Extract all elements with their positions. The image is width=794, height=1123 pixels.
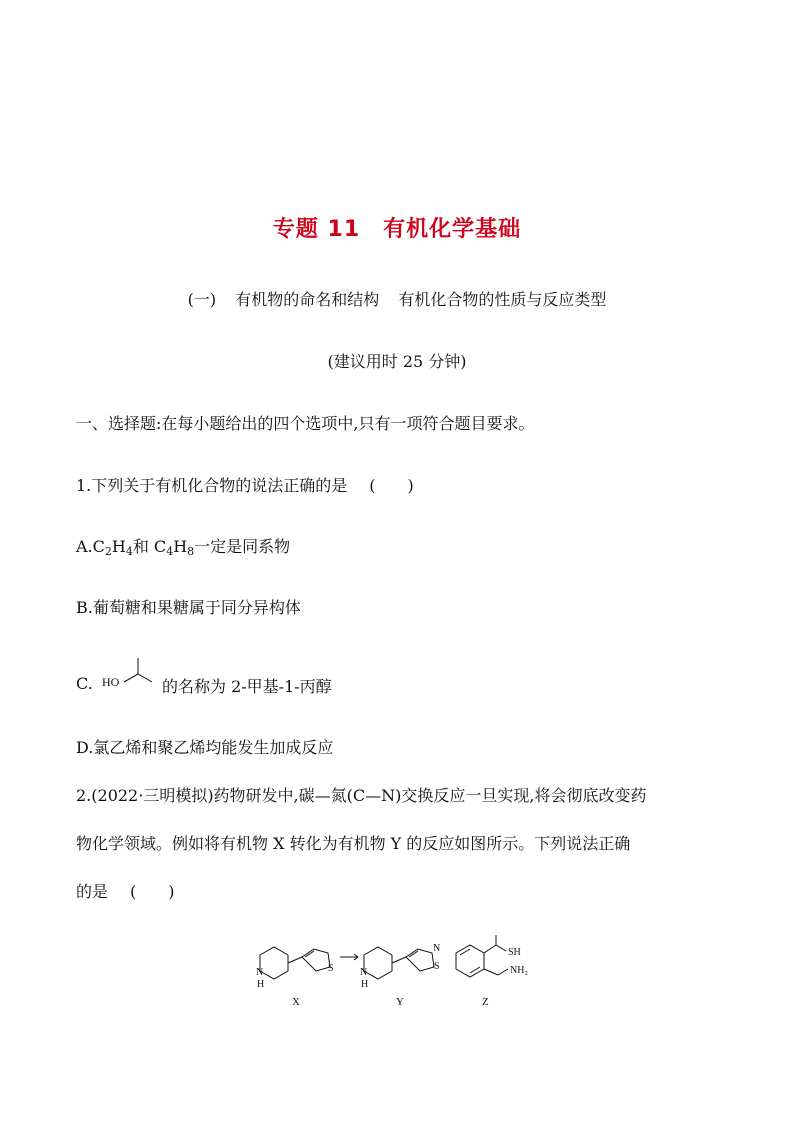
- topic-1: 有机物的命名和结构: [235, 290, 380, 309]
- svg-text:H: H: [257, 979, 265, 990]
- option-b: B.葡萄糖和果糖属于同分异构体: [76, 598, 301, 617]
- svg-text:N: N: [360, 967, 368, 978]
- question-1-stem: [76, 473, 414, 496]
- svg-text:N: N: [256, 967, 264, 978]
- ho-label: HO: [102, 675, 120, 689]
- svg-text:S: S: [328, 963, 334, 974]
- label-x: X: [292, 996, 300, 1008]
- option-d: D.氯乙烯和聚乙烯均能发生加成反应: [76, 738, 334, 757]
- svg-text:H: H: [361, 979, 369, 990]
- svg-text:SH: SH: [508, 947, 521, 958]
- section-subtitle: [0, 287, 794, 310]
- section-instruction: 一、选择题:在每小题给出的四个选项中,只有一项符合题目要求。: [76, 414, 535, 433]
- benzene-ring-z: [456, 945, 484, 977]
- question-1-text: 1.下列关于有机化合物的说法正确的是: [76, 476, 348, 495]
- time-note: (建议用时 25 分钟): [327, 352, 467, 371]
- reaction-scheme-diagram: [250, 935, 550, 1015]
- svg-text:N: N: [433, 943, 441, 954]
- svg-text:S: S: [434, 961, 440, 972]
- answer-bracket: ( ): [130, 882, 175, 901]
- topic-2: 有机化合物的性质与反应类型: [398, 290, 607, 309]
- option-a: $A.C_2H_4$和 $C_4H_8$一定是同系物: [76, 537, 291, 558]
- question-2-line-2: 物化学领域。例如将有机物 X 转化为有机物 Y 的反应如图所示。下列说法正确: [76, 834, 631, 853]
- answer-bracket: ( ): [369, 476, 414, 495]
- page-title: 专题 11 有机化学基础: [272, 217, 522, 242]
- svg-text:NH₂: NH₂: [510, 965, 528, 976]
- label-z: Z: [482, 996, 489, 1008]
- piperidine-ring-x: [260, 947, 288, 979]
- isobutanol-structure-icon: [100, 648, 162, 692]
- question-2-line-1: 2.(2022·三明模拟)药物研发中,碳—氮(C—N)交换反应一旦实现,将会彻底改变药: [76, 786, 647, 805]
- label-y: Y: [396, 996, 404, 1008]
- option-c-text: 的名称为 2-甲基-1-丙醇: [162, 677, 332, 696]
- thiophene-ring-x: [302, 949, 330, 971]
- isothiazole-ring-y: [406, 949, 434, 971]
- part-label: (一): [187, 290, 217, 309]
- question-2-line-3: 的是 ( ): [76, 882, 175, 901]
- option-c-label: C.: [76, 674, 93, 693]
- piperidine-ring-y: [364, 947, 392, 979]
